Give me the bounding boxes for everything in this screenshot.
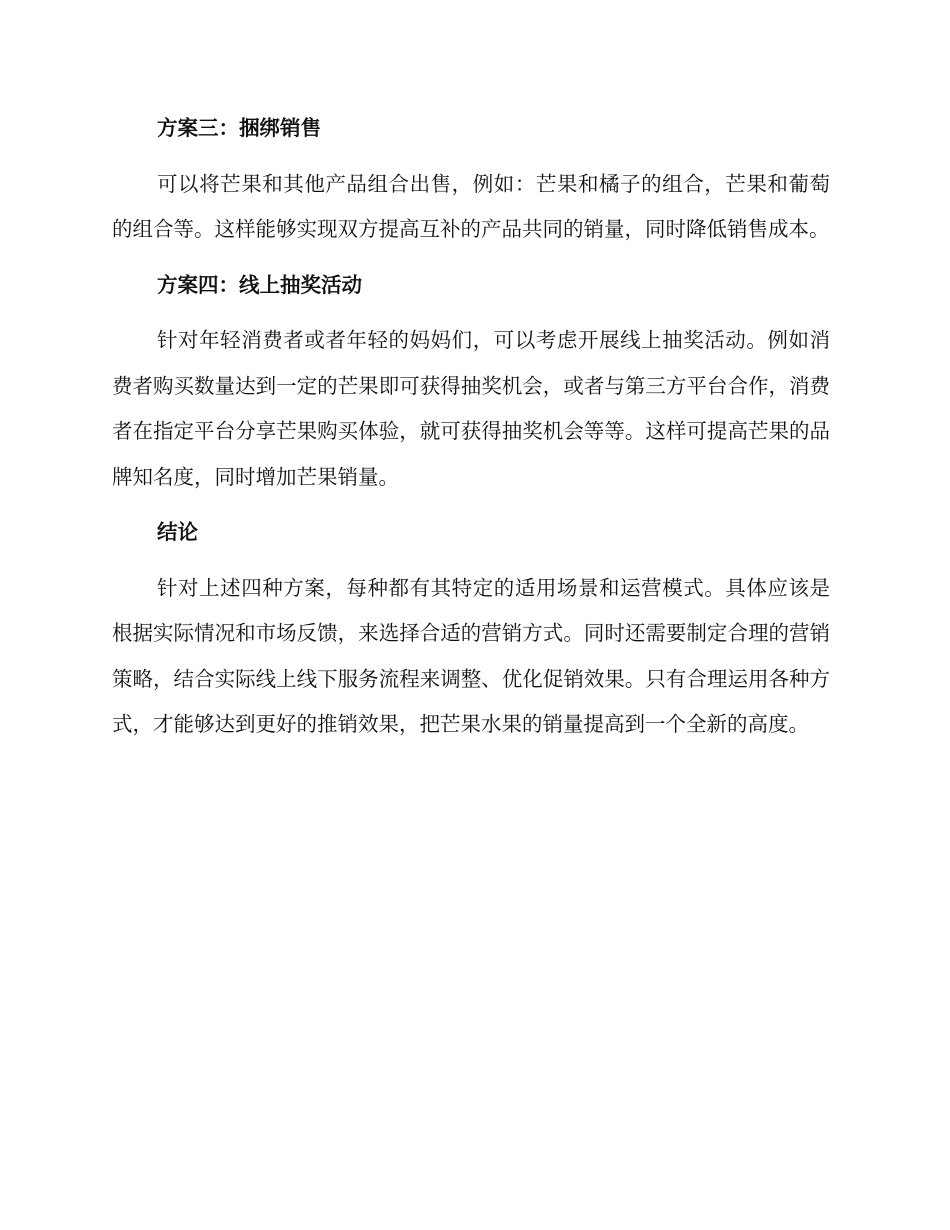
- document-body: [112, 106, 830, 758]
- section-heading-online-lottery: 方案四：线上抽奖活动: [157, 272, 362, 297]
- section-paragraph-conclusion: 针对上述四种方案，每种都有其特定的适用场景和运营模式。具体应该是根据实际情况和市场反馈，来选择合适的营销方式。同时还需要制定合理的营销策略，结合实际线上线下服务流程来调整、优化促销效果。只有合理运用各种方式，才能够达到更好的推销效果，把芒果水果的销量提高到一个全新的高度。: [112, 575, 830, 736]
- section-heading-conclusion: 结论: [157, 520, 198, 544]
- section-heading-bundle-sales: 方案三：捆绑销售: [157, 116, 321, 140]
- section-paragraph-online-lottery: 针对年轻消费者或者年轻的妈妈们，可以考虑开展线上抽奖活动。例如消费者购买数量达到一定的芒果即可获得抽奖机会，或者与第三方平台合作，消费者在指定平台分享芒果购买体验，就可获得抽奖机会等等。这样可提高芒果的品牌知名度，同时增加芒果销量。: [112, 328, 830, 489]
- section-paragraph-bundle-sales: 可以将芒果和其他产品组合出售，例如：芒果和橘子的组合，芒果和葡萄的组合等。这样能够实现双方提高互补的产品共同的销量，同时降低销售成本。: [112, 171, 830, 241]
